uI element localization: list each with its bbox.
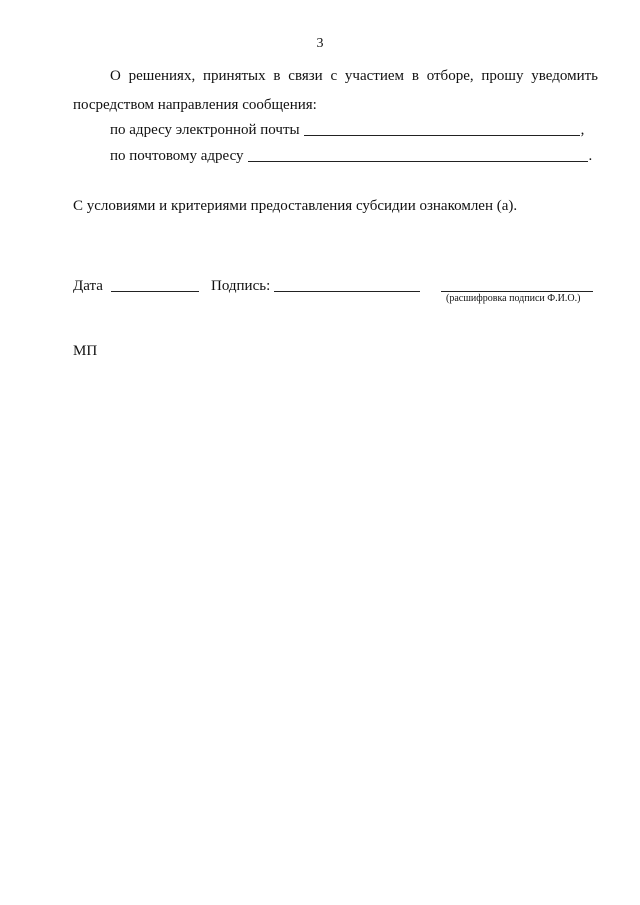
- postal-field-row: [110, 147, 592, 165]
- request-paragraph-line-1: О решениях, принятых в связи с участием в отборе, прошу уведомить: [110, 68, 598, 84]
- page-number: 3: [316, 36, 324, 51]
- stamp-placeholder: МП: [73, 343, 98, 359]
- email-field-end: ,: [580, 122, 585, 138]
- postal-field-end: .: [588, 148, 593, 164]
- email-label: по адресу электронной почты: [110, 122, 300, 138]
- request-paragraph-line-2: посредством направления сообщения:: [73, 97, 317, 113]
- signature-field-row: [211, 277, 421, 295]
- signature-decode-caption: (расшифровка подписи Ф.И.О.): [446, 293, 581, 304]
- signature-decode-blank-line[interactable]: [441, 279, 593, 292]
- email-field-row: [110, 121, 584, 139]
- date-field-row: [73, 277, 200, 295]
- postal-address-label: по почтовому адресу: [110, 148, 244, 164]
- date-label: Дата: [73, 278, 103, 294]
- signature-blank-line[interactable]: [274, 277, 420, 292]
- terms-acknowledgement: С условиями и критериями предоставления субсидии ознакомлен (а).: [73, 198, 518, 214]
- postal-address-blank-line[interactable]: [248, 147, 588, 162]
- date-blank-line[interactable]: [111, 277, 199, 292]
- signature-label: Подпись:: [211, 278, 271, 294]
- email-blank-line[interactable]: [304, 121, 580, 136]
